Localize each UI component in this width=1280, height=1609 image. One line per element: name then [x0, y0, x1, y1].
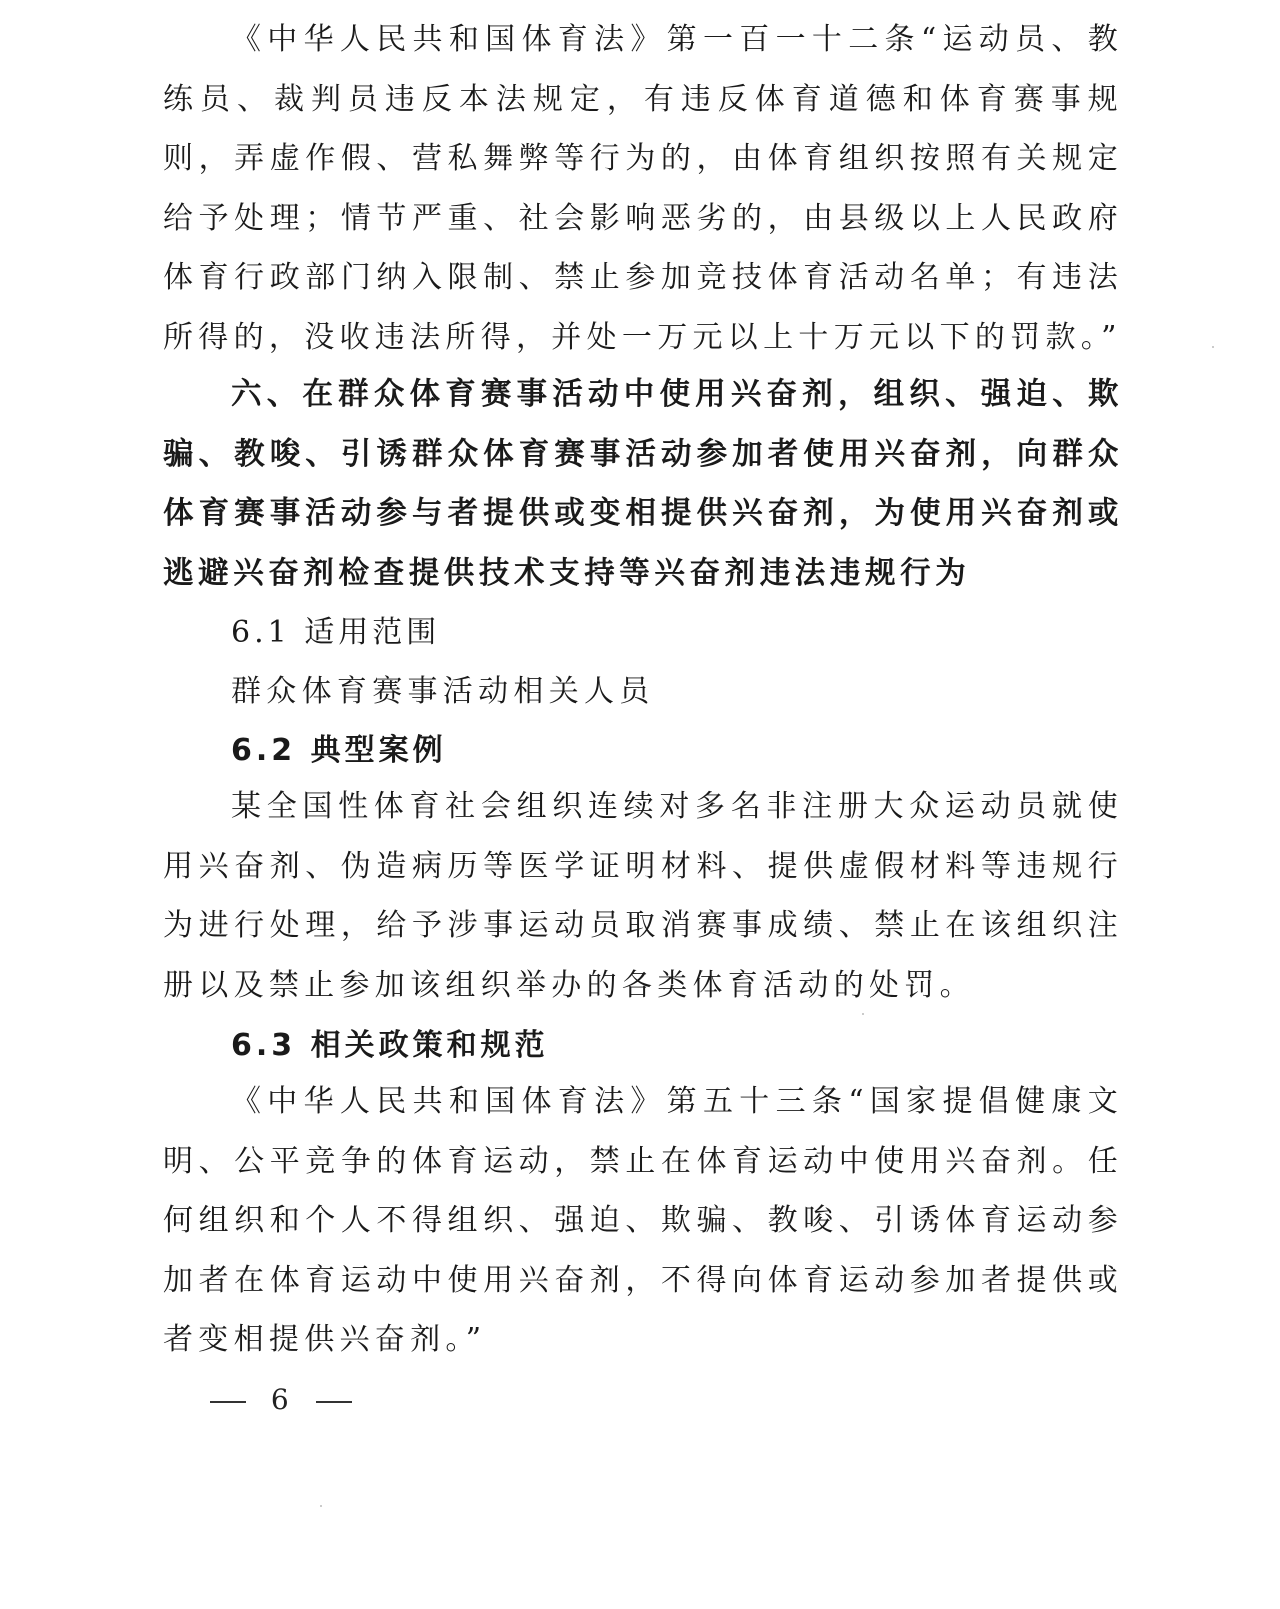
- footer-dash-left: [210, 1401, 246, 1403]
- page-number: 6: [270, 1383, 291, 1416]
- section-6-title: 六、在群众体育赛事活动中使用兴奋剂，组织、强迫、欺骗、教唆、引诱群众体育赛事活动参加者使用兴奋剂，向群众体育赛事活动参与者提供或变相提供兴奋剂，为使用兴奋剂或逃避兴奋剂检查提供技术支持等兴奋剂违法违规行为: [163, 377, 1123, 591]
- paragraph-law-article-53: 《中华人民共和国体育法》第五十三条“国家提倡健康文明、公平竞争的体育运动，禁止在体育运动中使用兴奋剂。任何组织和个人不得组织、强迫、欺骗、教唆、引诱体育运动参加者在体育运动中使用兴奋剂，不得向体育运动参加者提供或者变相提供兴奋剂。”: [163, 1084, 1123, 1357]
- scope-text: 群众体育赛事活动相关人员: [231, 674, 655, 709]
- heading-6-3: 6.3 相关政策和规范: [231, 1028, 549, 1063]
- scan-speck: [862, 1013, 864, 1015]
- paragraph-law-article-112: 《中华人民共和国体育法》第一百一十二条“运动员、教练员、裁判员违反本法规定，有违反体育道德和体育赛事规则，弄虚作假、营私舞弊等行为的，由体育组织按照有关规定给予处理；情节严重、社会影响恶劣的，由县级以上人民政府体育行政部门纳入限制、禁止参加竞技体育活动名单；有违法所得的，没收违法所得，并处一万元以上十万元以下的罚款。”: [163, 22, 1123, 355]
- heading-6-1: 6.1 适用范围: [231, 615, 441, 650]
- scan-speck: [1212, 346, 1214, 348]
- page-footer: [196, 1380, 366, 1420]
- heading-6-2: 6.2 典型案例: [231, 733, 447, 768]
- case-paragraph: 某全国性体育社会组织连续对多名非注册大众运动员就使用兴奋剂、伪造病历等医学证明材料、提供虚假材料等违规行为进行处理，给予涉事运动员取消赛事成绩、禁止在该组织注册以及禁止参加该组织举办的各类体育活动的处罚。: [163, 789, 1123, 1003]
- scan-speck: [320, 1505, 322, 1507]
- footer-dash-right: [316, 1401, 352, 1403]
